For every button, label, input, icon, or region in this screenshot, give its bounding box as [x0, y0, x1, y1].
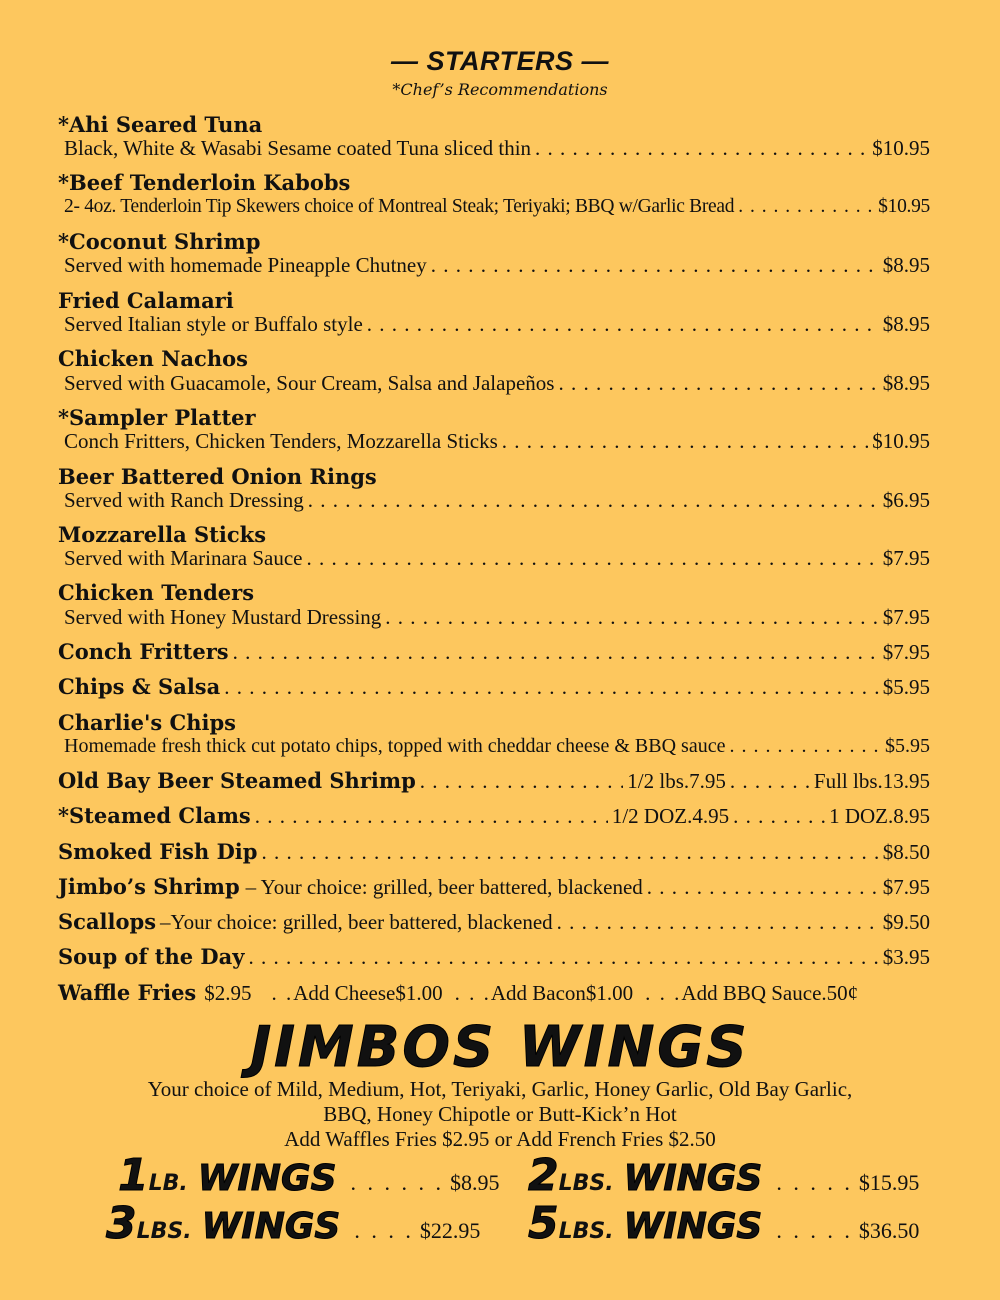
item-name: *Ahi Seared Tuna: [58, 112, 263, 137]
item-price: $7.95: [882, 875, 930, 899]
item-line: [58, 839, 930, 865]
wings-size-unit: LBS.: [136, 1219, 192, 1244]
wings-size-1lb: [118, 1152, 500, 1203]
item-name: Smoked Fish Dip: [58, 839, 258, 864]
wings-size-unit: LB.: [148, 1171, 188, 1196]
dot-leader: [308, 487, 879, 513]
item-line: [64, 135, 930, 161]
wings-size-label: WINGS: [623, 1206, 763, 1247]
item-price: $5.95: [885, 735, 930, 757]
wings-size-5lbs: [528, 1200, 919, 1251]
item-name: Old Bay Beer Steamed Shrimp: [58, 768, 416, 793]
wings-size-label: WINGS: [201, 1206, 341, 1247]
item-line: [64, 428, 930, 454]
dot-leader: [420, 768, 624, 794]
item-name: Charlie's Chips: [58, 710, 236, 735]
dot-leader: [255, 803, 608, 829]
addon-bacon: Add Bacon$1.00: [490, 981, 634, 1005]
item-name: Waffle Fries: [58, 980, 197, 1005]
item-line: [64, 545, 930, 571]
item-desc: – Your choice: grilled, beer battered, blackened: [245, 875, 643, 899]
wings-size-2lbs: [528, 1152, 919, 1203]
item-desc: Served with Guacamole, Sour Cream, Salsa and Jalapeños: [64, 371, 555, 395]
item-price: $8.95: [882, 371, 930, 395]
addon-bbq: Add BBQ Sauce.50¢: [681, 981, 859, 1005]
item-line: [58, 768, 930, 794]
dot-leader: [431, 252, 879, 278]
item-price: $9.50: [882, 910, 930, 934]
item-price: $8.95: [882, 253, 930, 277]
dot-leader: [224, 674, 879, 700]
item-price-full: Full lbs.13.95: [813, 769, 930, 793]
dot-leader: [535, 135, 868, 161]
wings-desc-line: BBQ, Honey Chipotle or Butt-Kick’n Hot: [323, 1102, 677, 1126]
item-name: Jimbo’s Shrimp: [58, 874, 240, 899]
item-desc: Homemade fresh thick cut potato chips, topped with cheddar cheese & BBQ sauce: [64, 735, 726, 757]
item-name: Conch Fritters: [58, 639, 229, 664]
item-desc: Served with homemade Pineapple Chutney: [64, 253, 427, 277]
wings-size-number: 1: [118, 1150, 149, 1201]
item-price: $2.95: [204, 981, 252, 1005]
wings-price: $36.50: [858, 1218, 920, 1243]
dot-leader: [261, 839, 878, 865]
dot-leader: . . . . .: [776, 1218, 853, 1243]
dot-leader: . . .: [454, 981, 491, 1005]
wings-desc-line: Add Waffles Fries $2.95 or Add French Fries $2.50: [284, 1127, 716, 1151]
item-price: $10.95: [872, 429, 930, 453]
dot-leader: [307, 545, 879, 571]
item-price: $7.95: [882, 640, 930, 664]
item-line: [58, 674, 930, 700]
wings-price: $22.95: [419, 1218, 481, 1243]
item-name: Mozzarella Sticks: [58, 522, 267, 547]
dot-leader: [367, 311, 879, 337]
item-desc: Served with Marinara Sauce: [64, 546, 303, 570]
item-desc: Served with Ranch Dressing: [64, 488, 304, 512]
dot-leader: [233, 639, 879, 665]
item-name: Fried Calamari: [58, 288, 234, 313]
item-name: Chips & Salsa: [58, 674, 221, 699]
item-desc: Black, White & Wasabi Sesame coated Tuna sliced thin: [64, 136, 532, 160]
item-price: $8.50: [882, 840, 930, 864]
item-name: Scallops: [58, 909, 157, 934]
item-price: $6.95: [882, 488, 930, 512]
item-line: [64, 194, 930, 220]
item-price: $3.95: [882, 945, 930, 969]
item-line: [58, 980, 930, 1006]
item-name: Chicken Nachos: [58, 346, 248, 371]
wings-size-number: 2: [528, 1150, 559, 1201]
item-line: [58, 874, 930, 900]
item-desc: Conch Fritters, Chicken Tenders, Mozzarella Sticks: [64, 429, 498, 453]
item-desc: –Your choice: grilled, beer battered, blackened: [160, 910, 553, 934]
item-name: *Sampler Platter: [58, 405, 256, 430]
wings-price: $15.95: [858, 1170, 920, 1195]
item-desc: Served Italian style or Buffalo style: [64, 312, 363, 336]
item-line: [64, 733, 930, 759]
item-line: [64, 252, 930, 278]
item-name: *Coconut Shrimp: [58, 229, 261, 254]
wings-size-number: 5: [528, 1198, 559, 1249]
item-price: $10.95: [878, 196, 930, 217]
item-price: $7.95: [882, 605, 930, 629]
item-price-full: 1 DOZ.8.95: [829, 804, 930, 828]
dot-leader: [729, 733, 881, 759]
item-line: [58, 803, 930, 829]
dot-leader: [558, 370, 878, 396]
item-name: *Steamed Clams: [58, 803, 251, 828]
item-line: [58, 909, 930, 935]
dot-leader: . . .: [645, 981, 682, 1005]
item-line: [64, 370, 930, 396]
dot-leader: . .: [271, 981, 294, 1005]
section-title: — STARTERS —: [390, 46, 610, 76]
addon-cheese: Add Cheese$1.00: [293, 981, 443, 1005]
dot-leader: [738, 194, 874, 220]
wings-size-label: WINGS: [623, 1158, 763, 1199]
wings-price: $8.95: [450, 1170, 500, 1195]
dot-leader: . . . . .: [776, 1170, 853, 1195]
dot-leader: [733, 803, 825, 829]
item-price: $8.95: [882, 312, 930, 336]
item-price: $7.95: [882, 546, 930, 570]
item-desc: 2- 4oz. Tenderloin Tip Skewers choice of Montreal Steak; Teriyaki; BBQ w/Garlic Bread: [64, 196, 735, 217]
dot-leader: . . . .: [354, 1218, 414, 1243]
item-name: *Beef Tenderloin Kabobs: [58, 170, 351, 195]
item-price-half: 1/2 DOZ.4.95: [611, 804, 730, 828]
item-name: Chicken Tenders: [58, 580, 255, 605]
dot-leader: [502, 428, 868, 454]
dot-leader: [730, 768, 810, 794]
dot-leader: [385, 604, 878, 630]
wings-size-unit: LBS.: [558, 1171, 614, 1196]
item-line: [64, 487, 930, 513]
dot-leader: [647, 874, 879, 900]
item-price: $10.95: [872, 136, 930, 160]
wings-title: JIMBOS WINGS: [250, 1015, 750, 1080]
item-line: [64, 604, 930, 630]
item-name: Beer Battered Onion Rings: [58, 464, 377, 489]
item-line: [64, 311, 930, 337]
item-price-half: 1/2 lbs.7.95: [627, 769, 726, 793]
item-desc: Served with Honey Mustard Dressing: [64, 605, 382, 629]
wings-size-3lbs: [106, 1200, 480, 1251]
section-subtitle: *Chef’s Recommendations: [392, 80, 608, 99]
wings-size-number: 3: [106, 1198, 137, 1249]
wings-size-label: WINGS: [197, 1158, 337, 1199]
dot-leader: [248, 944, 878, 970]
dot-leader: [557, 909, 879, 935]
item-line: [58, 639, 930, 665]
item-line: [58, 944, 930, 970]
wings-desc-line: Your choice of Mild, Medium, Hot, Teriyaki, Garlic, Honey Garlic, Old Bay Garlic,: [147, 1077, 853, 1101]
item-name: Soup of the Day: [58, 944, 245, 969]
dot-leader: . . . . . .: [350, 1170, 444, 1195]
item-price: $5.95: [882, 675, 930, 699]
wings-size-unit: LBS.: [558, 1219, 614, 1244]
